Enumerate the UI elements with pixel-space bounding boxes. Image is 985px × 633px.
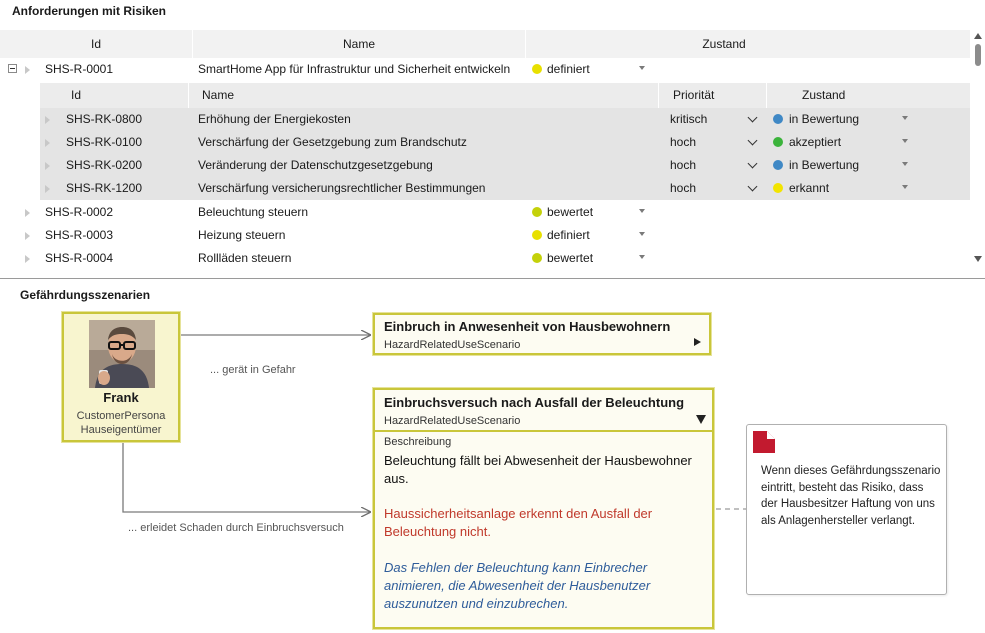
risk-state-select[interactable]: erkannt [789, 181, 830, 195]
scenario-type: HazardRelatedUseScenario [384, 415, 521, 427]
scenario-node-expanded[interactable] [373, 388, 714, 629]
column-header-state[interactable]: Zustand [702, 37, 746, 51]
scenario-node[interactable] [373, 313, 711, 355]
edge-label-damage: ... erleidet Schaden durch Einbruchsversuch [128, 522, 344, 534]
description-text-red: Haussicherheitsanlage erkennt den Ausfall der Beleuchtung nicht. [384, 506, 653, 539]
document-icon [753, 431, 775, 453]
risk-id: SHS-RK-1200 [66, 181, 143, 195]
persona-type: CustomerPersona [76, 410, 166, 422]
avatar [89, 320, 155, 388]
column-header-name[interactable]: Name [342, 37, 375, 51]
description-text: Beleuchtung fällt bei Abwesenheit der Hausbewohner aus. [384, 453, 692, 486]
state-select[interactable]: definiert [547, 228, 590, 242]
collapse-arrow-icon[interactable] [696, 415, 706, 424]
state-select[interactable]: bewertet [547, 205, 594, 219]
requirement-name: Rollläden steuern [198, 251, 292, 265]
column-header-id[interactable]: Id [90, 37, 101, 51]
edge-label-endangered: ... gerät in Gefahr [210, 364, 296, 376]
state-select[interactable]: definiert [547, 62, 590, 76]
note-text: Wenn dieses Gefährdungsszenario eintritt, besteht das Risiko, dass der Hausbesitzer Haftung von uns als Anlagenhersteller verlangt. [761, 465, 941, 527]
scenario-title: Einbruch in Anwesenheit von Hausbewohnern [384, 319, 671, 334]
risk-name: Verschärfung versicherungsrechtlicher Bestimmungen [198, 181, 486, 195]
edge-damage-line [123, 443, 370, 512]
column-header-risk-name[interactable]: Name [202, 88, 235, 102]
description-label: Beschreibung [384, 436, 452, 448]
expand-arrow-icon[interactable] [694, 338, 701, 346]
requirement-name: Heizung steuern [198, 228, 286, 242]
scenario-type: HazardRelatedUseScenario [384, 339, 521, 351]
description-text-blue: Das Fehlen der Beleuchtung kann Einbrecher animieren, die Abwesenheit der Hausbenutzer auszunutzen und einzubrechen. [384, 560, 651, 611]
requirement-id: SHS-R-0003 [45, 228, 114, 242]
priority-select[interactable]: hoch [670, 181, 697, 195]
priority-select[interactable]: hoch [670, 158, 697, 172]
risk-name: Veränderung der Datenschutzgesetzgebung [198, 158, 433, 172]
persona-role: Hauseigentümer [80, 424, 162, 436]
requirement-id: SHS-R-0001 [45, 62, 114, 76]
column-header-risk-id[interactable]: Id [71, 88, 82, 102]
requirements-title: Anforderungen mit Risiken [12, 4, 167, 18]
risk-name: Erhöhung der Energiekosten [198, 112, 351, 126]
risk-state-select[interactable]: in Bewertung [789, 112, 860, 126]
requirement-id: SHS-R-0004 [45, 251, 114, 265]
persona-node[interactable] [62, 312, 180, 442]
risk-state-select[interactable]: in Bewertung [789, 158, 860, 172]
column-header-risk-state[interactable]: Zustand [802, 88, 846, 102]
risk-state-select[interactable]: akzeptiert [789, 135, 842, 149]
persona-name: Frank [103, 390, 139, 405]
column-header-priority[interactable]: Priorität [673, 88, 715, 102]
risk-id: SHS-RK-0800 [66, 112, 143, 126]
risk-id: SHS-RK-0200 [66, 158, 143, 172]
scenario-title: Einbruchsversuch nach Ausfall der Beleuchtung [384, 395, 685, 410]
scenarios-title: Gefährdungsszenarien [20, 288, 151, 302]
requirement-name: Beleuchtung steuern [198, 205, 309, 219]
scenario-header-divider [375, 430, 712, 432]
requirement-id: SHS-R-0002 [45, 205, 114, 219]
priority-select[interactable]: kritisch [670, 112, 708, 126]
note-node[interactable] [746, 424, 947, 595]
state-select[interactable]: bewertet [547, 251, 594, 265]
risk-id: SHS-RK-0100 [66, 135, 143, 149]
requirement-name: SmartHome App für Infrastruktur und Sicherheit entwickeln [198, 62, 511, 76]
risk-name: Verschärfung der Gesetzgebung zum Brandschutz [198, 135, 467, 149]
priority-select[interactable]: hoch [670, 135, 697, 149]
